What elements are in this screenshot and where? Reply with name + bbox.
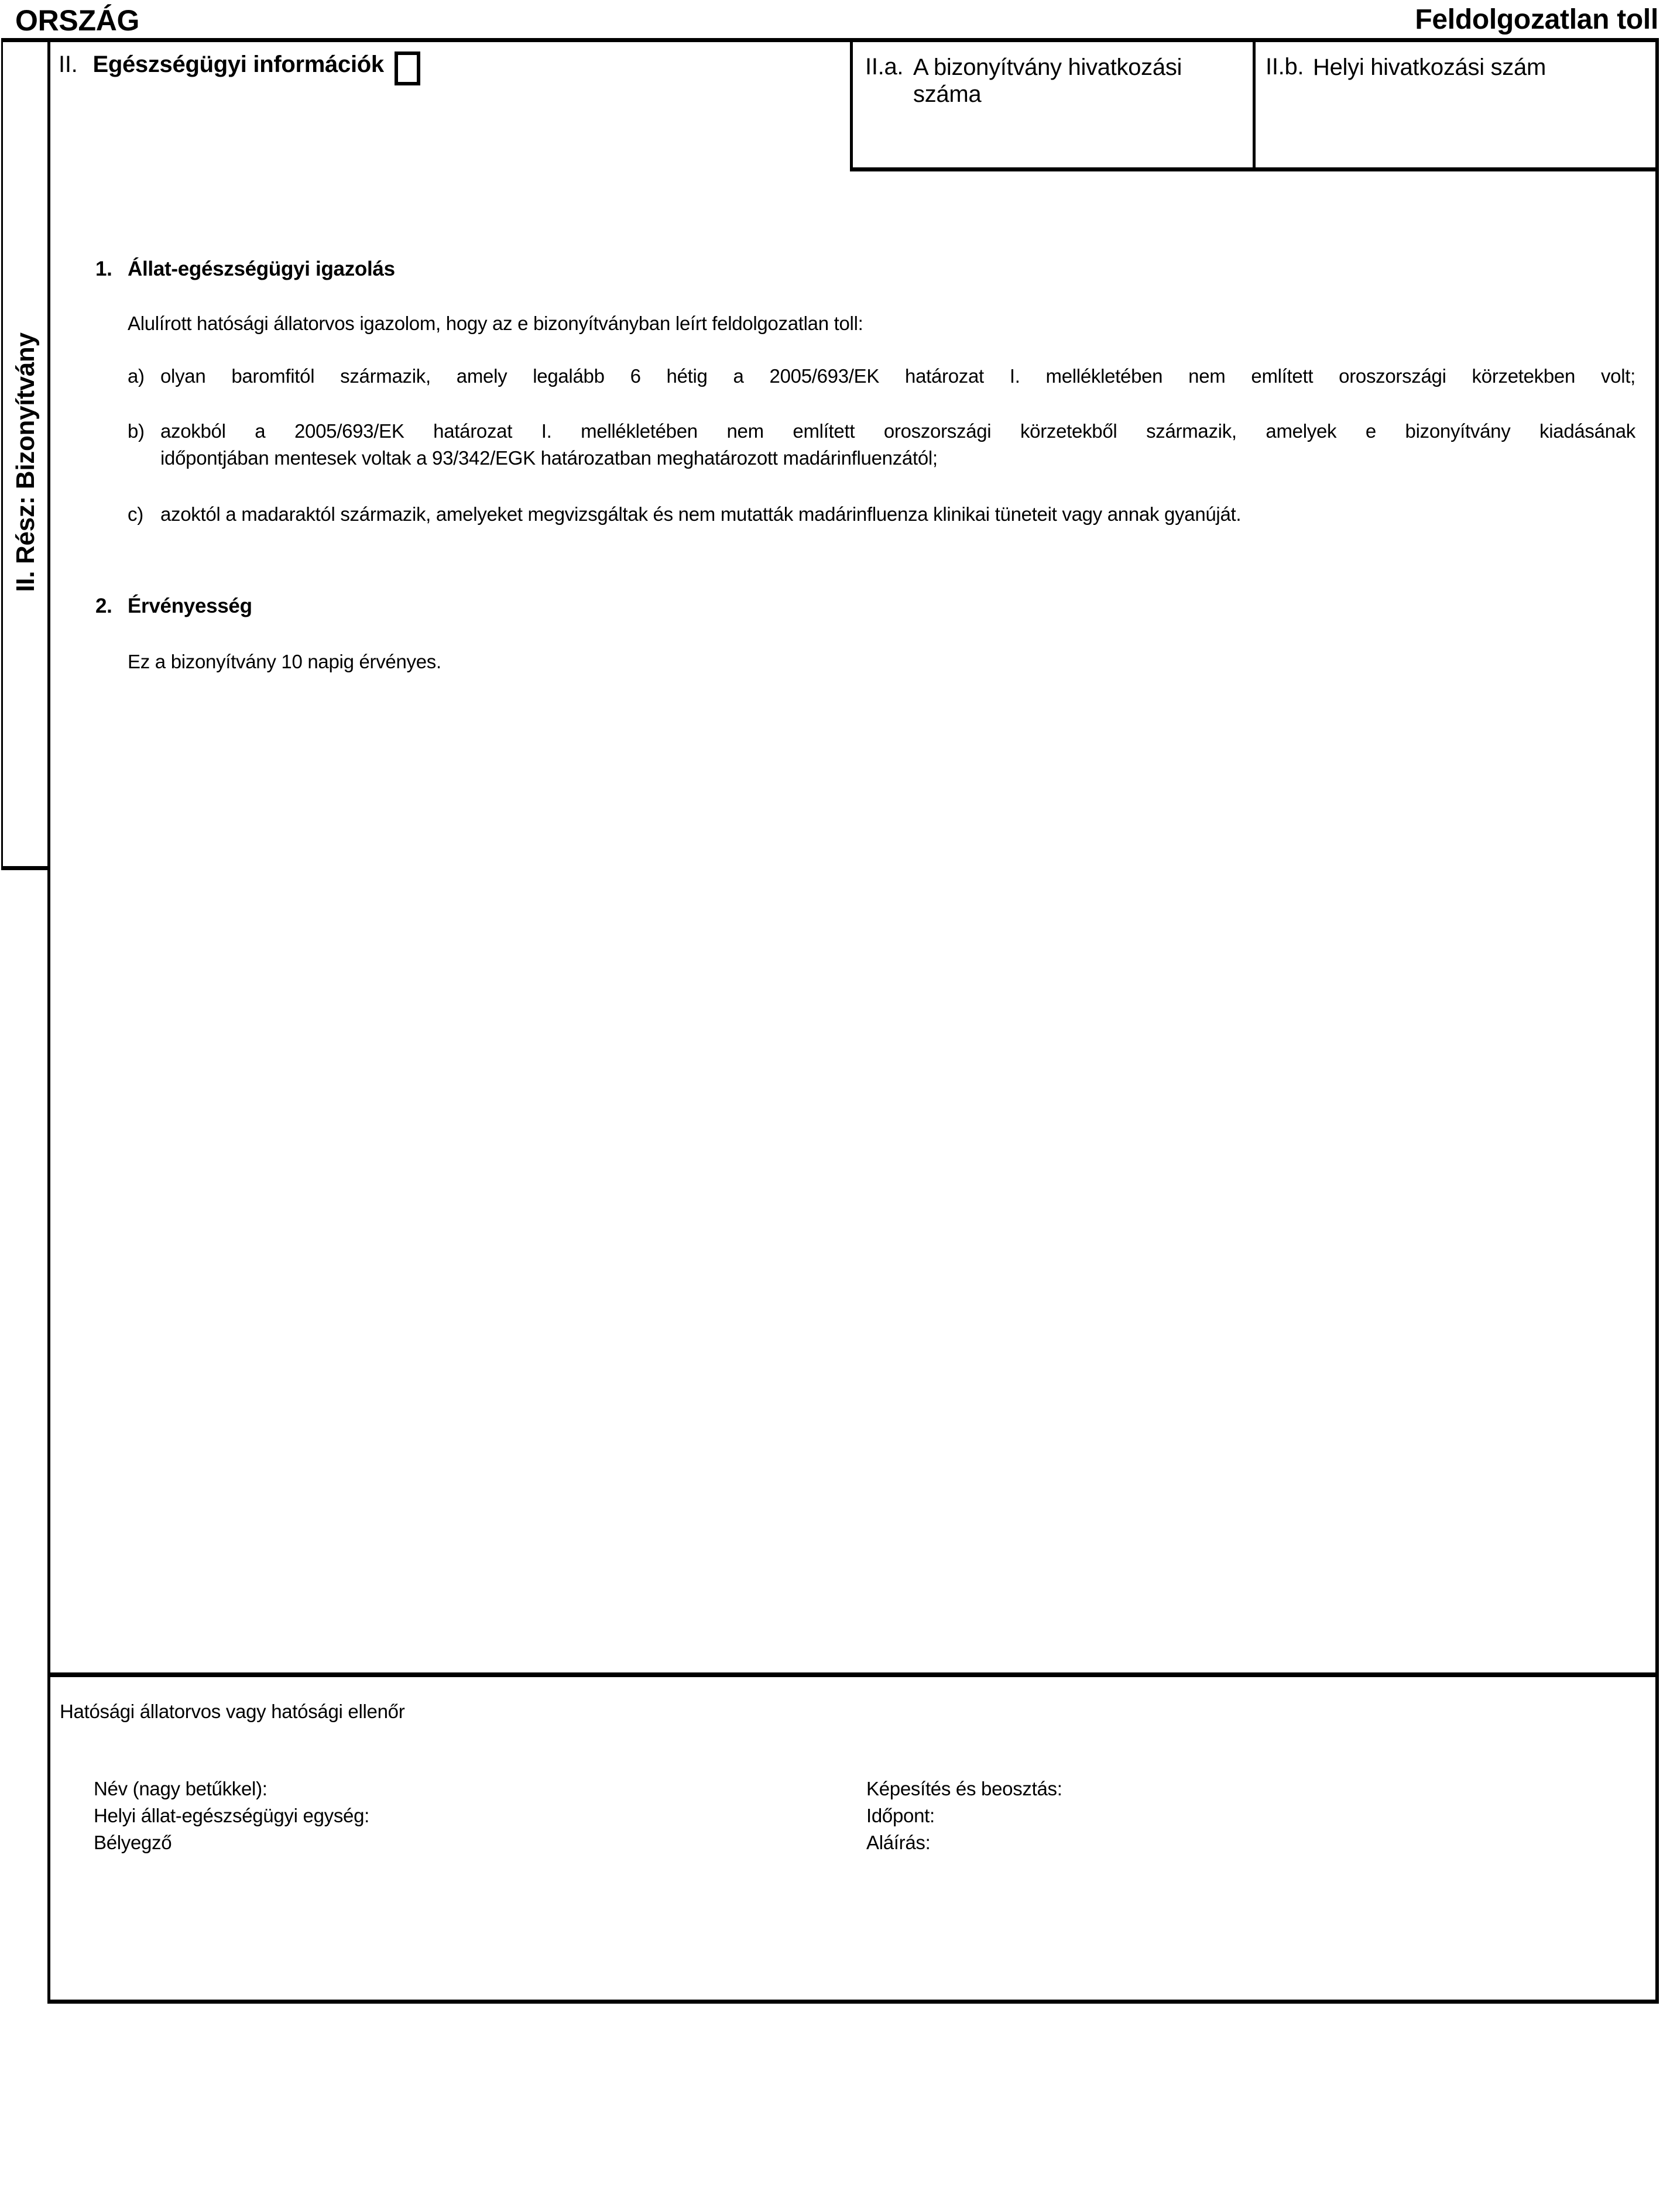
attestation-intro-text: Alulírott hatósági állatorvos igazolom, hogy az e bizonyítványban leírt feldolgozatlan toll:	[128, 312, 863, 334]
header-bottom-border-line	[850, 167, 1659, 171]
main-right-border-line	[1655, 38, 1659, 2004]
item-b-text-line-1: azokból a 2005/693/EK határozat I. mellékletében nem említett oroszországi körzetekből származik, amelyek e bizonyítvány kiadásának	[160, 420, 1635, 442]
health-information-number: II.	[59, 51, 78, 77]
part-ii-sidebar-label: II. Rész: Bizonyítvány	[11, 332, 40, 592]
signature-label: Aláírás:	[866, 1832, 931, 1853]
section-1-number: 1.	[95, 257, 112, 280]
signatory-title: Hatósági állatorvos vagy hatósági ellenőr	[60, 1701, 405, 1722]
local-reference-number-label: Helyi hivatkozási szám	[1313, 54, 1546, 80]
item-c-text: azoktól a madaraktól származik, amelyeket megvizsgáltak és nem mutatták madárinfluenza klinikai tüneteit vagy annak gyanúját.	[160, 503, 1242, 525]
signature-section-separator-line	[47, 1672, 1659, 1677]
header-separator-1-line	[850, 38, 853, 171]
item-b-label: b)	[128, 420, 145, 442]
health-information-header	[59, 51, 420, 85]
certificate-reference-number-prefix: II.a.	[865, 54, 904, 80]
sidebar-bottom-border-line	[1, 866, 50, 870]
item-a-text: olyan baromfitól származik, amely legalább 6 hétig a 2005/693/EK határozat I. mellékletében nem említett oroszországi körzetekben volt;	[160, 365, 1635, 387]
certificate-reference-number-label: A bizonyítvány hivatkozási száma	[913, 54, 1182, 107]
date-label: Időpont:	[866, 1805, 935, 1826]
health-information-label: Egészségügyi információk	[92, 51, 384, 77]
stamp-label: Bélyegző	[94, 1832, 172, 1853]
local-unit-label: Helyi állat-egészségügyi egység:	[94, 1805, 369, 1826]
section-2-title: Érvényesség	[128, 595, 252, 617]
signature-left-column	[94, 1775, 369, 1856]
validity-text: Ez a bizonyítvány 10 napig érvényes.	[128, 651, 441, 672]
signature-right-column	[866, 1775, 1062, 1856]
item-c-label: c)	[128, 503, 143, 525]
country-label: ORSZÁG	[15, 4, 140, 37]
item-a-label: a)	[128, 365, 145, 387]
commodity-label: Feldolgozatlan toll	[1415, 4, 1658, 35]
section-1-title: Állat-egészségügyi igazolás	[128, 257, 395, 280]
local-reference-number-prefix: II.b.	[1266, 54, 1304, 80]
main-left-border-line	[47, 38, 50, 2004]
footnote-box-icon	[395, 51, 420, 85]
top-border-line	[1, 38, 1659, 42]
section-2-number: 2.	[95, 595, 112, 617]
qualification-label: Képesítés és beosztás:	[866, 1778, 1062, 1799]
bottom-border-line	[47, 2000, 1659, 2004]
header-separator-2-line	[1253, 38, 1256, 171]
item-b-text-line-2: időpontjában mentesek voltak a 93/342/EGK határozatban meghatározott madárinfluenzától;	[160, 447, 938, 469]
name-label: Név (nagy betűkkel):	[94, 1778, 268, 1799]
sidebar-left-border-line	[1, 38, 3, 870]
